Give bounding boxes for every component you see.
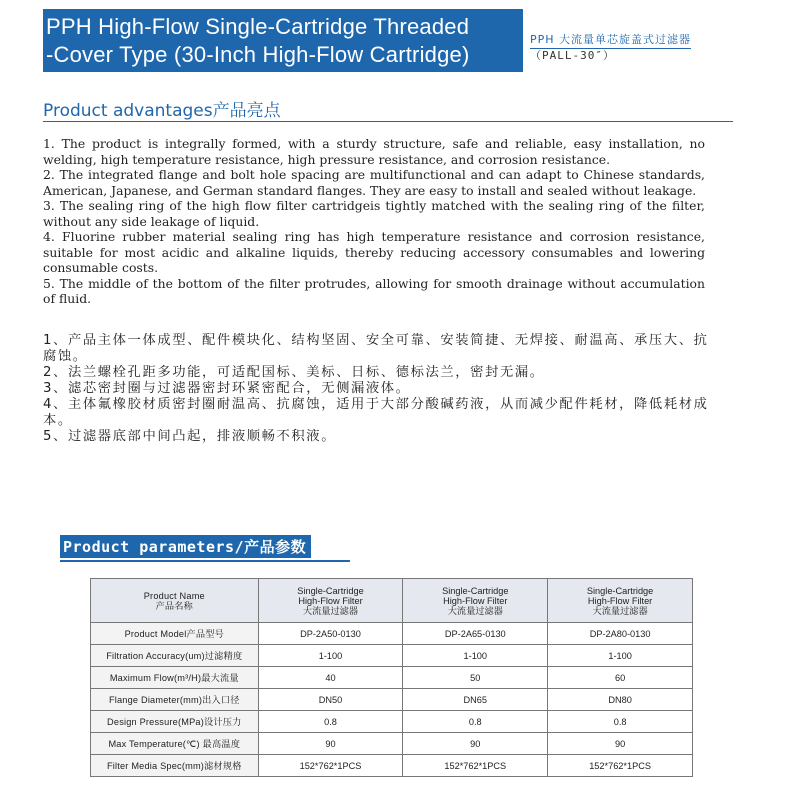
- row-label: Product Model产品型号: [91, 623, 259, 645]
- column-name-line: Single-Cartridge: [442, 585, 509, 596]
- column-name-line: 大流量过滤器: [302, 605, 359, 616]
- column-name-line: 大流量过滤器: [447, 605, 503, 616]
- table-cell: 90: [258, 733, 403, 755]
- advantage-cn-item: 1、产品主体一体成型、配件模块化、结构坚固、安全可靠、安装简捷、无焊接、耐温高、承压大、抗腐蚀。: [43, 333, 709, 364]
- table-cell: 90: [548, 733, 693, 755]
- table-cell: 152*762*1PCS: [403, 755, 548, 777]
- table-row: [91, 733, 693, 755]
- column-name-line: Single-Cartridge: [586, 585, 654, 596]
- row-label: Max Temperature(℃) 最高温度: [91, 733, 259, 755]
- advantage-cn-item: 4、主体氟橡胶材质密封圈耐温高、抗腐蚀，适用于大部分酸碱药液，从而减少配件耗材，降低耗材成本。: [43, 397, 709, 428]
- advantages-english-list: [43, 136, 705, 307]
- table-cell: 152*762*1PCS: [548, 755, 693, 777]
- column-name-line: High-Flow Filter: [587, 595, 653, 606]
- header-cell-model-2: [403, 579, 548, 623]
- parameters-divider: [60, 560, 350, 562]
- header-cell-model-1: [258, 579, 403, 623]
- parameters-table: [90, 578, 693, 777]
- table-cell: DN80: [548, 689, 693, 711]
- table-cell: DP-2A65-0130: [403, 623, 548, 645]
- advantage-en-item: 1. The product is integrally formed, with a sturdy structure, safe and reliable, easy installation, no welding, high temperature resistance, high pressure resistance, and corrosion resistance.: [43, 136, 705, 167]
- table-row: [91, 645, 693, 667]
- header-cell-model-3: [548, 579, 693, 623]
- column-name-line: Single-Cartridge: [297, 585, 364, 596]
- advantage-en-item: 2. The integrated flange and bolt hole spacing are multifunctional and can adapt to Chinese standards, American, Japanese, and German standard flanges. They are easy to install and sealed without leakage.: [43, 167, 705, 198]
- advantage-cn-item: 3、滤芯密封圈与过滤器密封环紧密配合，无侧漏液体。: [43, 381, 411, 396]
- advantages-divider: [43, 121, 733, 122]
- column-name-line: High-Flow Filter: [298, 595, 363, 606]
- table-row: [91, 711, 693, 733]
- table-cell: 0.8: [403, 711, 548, 733]
- advantage-en-item: 3. The sealing ring of the high flow filter cartridgeis tightly matched with the sealing ring of the filter, without any side leakage of liquid.: [43, 198, 705, 229]
- advantage-en-item: 4. Fluorine rubber material sealing ring has high temperature resistance and corrosion resistance, suitable for most acidic and alkaline liquids, thereby reducing accessory consumables and lowering consumable costs.: [43, 229, 705, 275]
- table-cell: 0.8: [548, 711, 693, 733]
- row-label: Filter Media Spec(mm)滤材规格: [91, 755, 259, 777]
- table-cell: 152*762*1PCS: [258, 755, 403, 777]
- parameters-heading: Product parameters/产品参数: [60, 535, 311, 558]
- table-row: [91, 755, 693, 777]
- row-label: Maximum Flow(m³/H)最大流量: [91, 667, 259, 689]
- table-cell: DN50: [258, 689, 403, 711]
- header-label-en: Product Name: [143, 590, 205, 601]
- table-cell: 40: [258, 667, 403, 689]
- header-label-cn: 产品名称: [155, 600, 194, 611]
- table-cell: 1-100: [258, 645, 403, 667]
- page-title-line-1: PPH High-Flow Single-Cartridge Threaded: [46, 14, 470, 39]
- page-title: [43, 9, 523, 72]
- column-name-line: 大流量过滤器: [592, 605, 648, 616]
- row-label: Filtration Accuracy(um)过滤精度: [91, 645, 259, 667]
- header-cell-product-name: [91, 579, 259, 623]
- table-cell: 1-100: [403, 645, 548, 667]
- chinese-title: PPH 大流量单芯旋盖式过滤器: [530, 33, 691, 49]
- advantages-heading: Product advantages产品亮点: [43, 101, 281, 121]
- advantage-en-item: 5. The middle of the bottom of the filter protrudes, allowing for smooth drainage without accumulation of fluid.: [43, 275, 705, 306]
- table-row: [91, 623, 693, 645]
- advantages-chinese-list: [43, 333, 711, 445]
- row-label: Design Pressure(MPa)设计压力: [91, 711, 259, 733]
- table-row: [91, 689, 693, 711]
- table-cell: DN65: [403, 689, 548, 711]
- chinese-subtitle: （PALL-30″）: [530, 49, 615, 62]
- table-cell: DP-2A50-0130: [258, 623, 403, 645]
- table-row: [91, 667, 693, 689]
- chinese-title-block: [530, 33, 691, 63]
- table-cell: DP-2A80-0130: [548, 623, 693, 645]
- advantage-cn-item: 2、法兰螺栓孔距多功能，可适配国标、美标、日标、德标法兰，密封无漏。: [43, 365, 545, 380]
- row-label: Flange Diameter(mm)出入口径: [91, 689, 259, 711]
- advantage-cn-item: 5、过滤器底部中间凸起，排液顺畅不积液。: [43, 429, 337, 444]
- table-cell: 50: [403, 667, 548, 689]
- page-title-line-2: -Cover Type (30-Inch High-Flow Cartridge): [46, 42, 470, 67]
- table-header-row: [91, 579, 693, 623]
- table-cell: 0.8: [258, 711, 403, 733]
- table-cell: 1-100: [548, 645, 693, 667]
- column-name-line: High-Flow Filter: [443, 595, 508, 606]
- table-cell: 90: [403, 733, 548, 755]
- table-cell: 60: [548, 667, 693, 689]
